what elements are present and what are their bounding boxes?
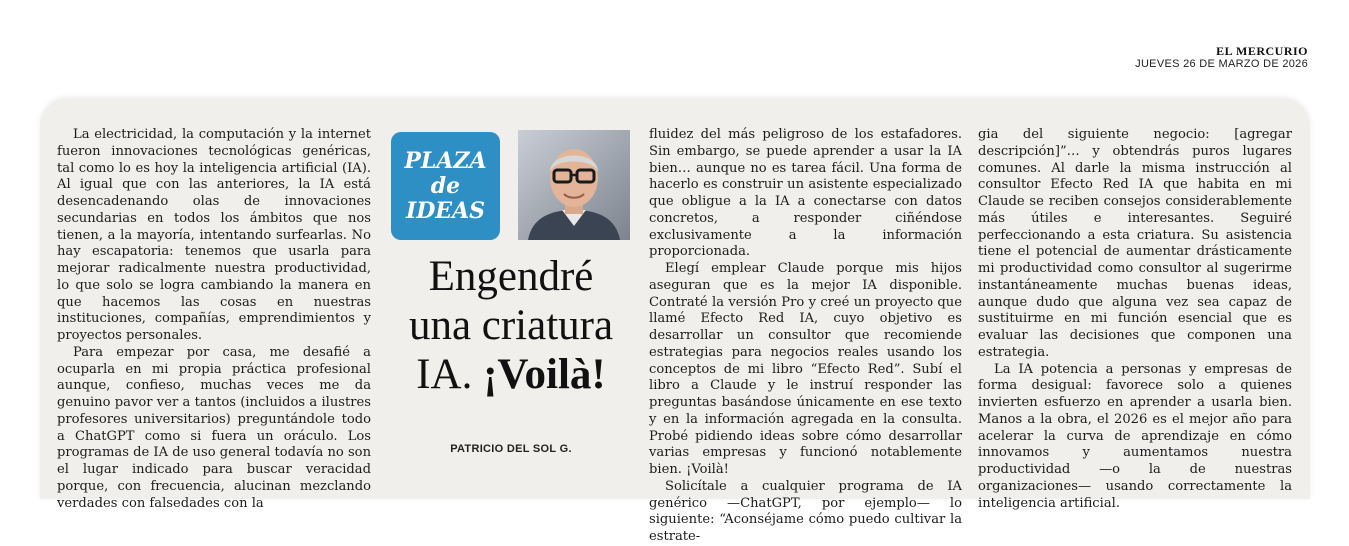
section-badge-line: de — [430, 173, 461, 199]
paragraph: La electricidad, la computación y la internet fueron innovaciones tecnológicas genéricas, tal como lo es hoy la inteligencia artificial (IA). Al igual que con las anteriores, la IA está desencadenando olas de innovaciones secundarias en todos los ámbitos que nos tienen, a la mayoría, intentando surfearlas. No hay escapatoria: tenemos que usarla para mejorar radicalmente nuestra productividad, lo que solo se logra cambiando la manera en que hacemos las cosas en nuestras instituciones, compañías, emprendimientos y proyectos personales. — [57, 127, 371, 343]
article-column-1 — [57, 127, 371, 512]
paragraph: Para empezar por casa, me desafié a ocuparla en mi propia práctica profesional aunque, confieso, muchas veces me da genuino pavor ver a tantos (incluidos a ilustres profesores universitarios) preguntándole todo a ChatGPT como si fuera un oráculo. Los programas de IA de uso general todavía no son el lugar indicado para buscar veracidad porque, con frecuencia, alucinan mezclando verdades con falsedades con la — [57, 344, 371, 511]
paragraph: Elegí emplear Claude porque mis hijos aseguran que es la mejor IA disponible. Contraté la versión Pro y creé un proyecto que llamé Efecto Red IA, cuyo objetivo es desarrollar un consultor que recomiende estrategias para negocios reales usando los conceptos de mi libro “Efecto Red”. Subí el libro a Claude y le instruí responder las preguntas basándose únicamente en ese texto y en la información agregada en la consulta. Probé pidiendo ideas sobre cómo desarrollar varias empresas y funcionó notablemente bien. ¡Voilà! — [649, 261, 962, 477]
paragraph: Solicítale a cualquier programa de IA genérico —ChatGPT, por ejemplo— lo siguiente: “Aconséjame cómo puedo cultivar la estrate- — [649, 478, 962, 544]
paragraph: fluidez del más peligroso de los estafadores. Sin embargo, se puede aprender a usar la IA bien… aunque no es tarea fácil. Una forma de hacerlo es construir un asistente especializado que obligue a la IA a conectarse con datos concretos, a responder ciñéndose exclusivamente a la información proporcionada. — [649, 127, 962, 260]
paragraph: La IA potencia a personas y empresas de forma desigual: favorece solo a quienes invierten esfuerzo en aprender a usarla bien. Manos a la obra, el 2026 es el mejor año para acelerar la curva de aprendizaje en cómo innovamos y aumentamos nuestra productividad —o la de nuestras organizaciones— usando correctamente la inteligencia artificial. — [978, 361, 1292, 511]
section-badge-line: PLAZA — [404, 148, 487, 174]
author-photo — [518, 130, 630, 240]
author-portrait-image — [518, 130, 630, 240]
section-badge — [391, 132, 500, 240]
publication-date: JUEVES 26 DE MARZO DE 2026 — [1135, 58, 1308, 70]
masthead — [1135, 44, 1308, 71]
headline-line: Engendré — [428, 253, 594, 300]
newspaper-name: EL MERCURIO — [1216, 44, 1308, 58]
section-badge-line: IDEAS — [405, 198, 486, 224]
article-column-3 — [649, 127, 962, 546]
author-byline: PATRICIO DEL SOL G. — [450, 443, 572, 455]
headline-line-3 — [382, 350, 640, 399]
headline-line: una criatura — [408, 302, 614, 349]
paragraph: gia del siguiente negocio: [agregar descripción]”… y obtendrás puros lugares comunes. Al darle la misma instrucción al consultor Efecto Red IA que habita en mi Claude se reciben consejos considerablemente más útiles e interesantes. Seguiré perfeccionando a esta criatura. Su asistencia tiene el potencial de aumentar drásticamente mi productividad como consultor al sugerirme instantáneamente muchas buenas ideas, aunque dudo que alguna vez sea capaz de sustituirme en mi función esencial que es evaluar las decisiones que componen una estrategia. — [978, 127, 1292, 360]
headline-emphasis: ¡Voilà! — [483, 351, 606, 398]
headline-text: IA. — [416, 351, 484, 398]
article-column-4 — [978, 127, 1292, 512]
headline — [382, 252, 640, 399]
article-clipping — [40, 98, 1310, 544]
